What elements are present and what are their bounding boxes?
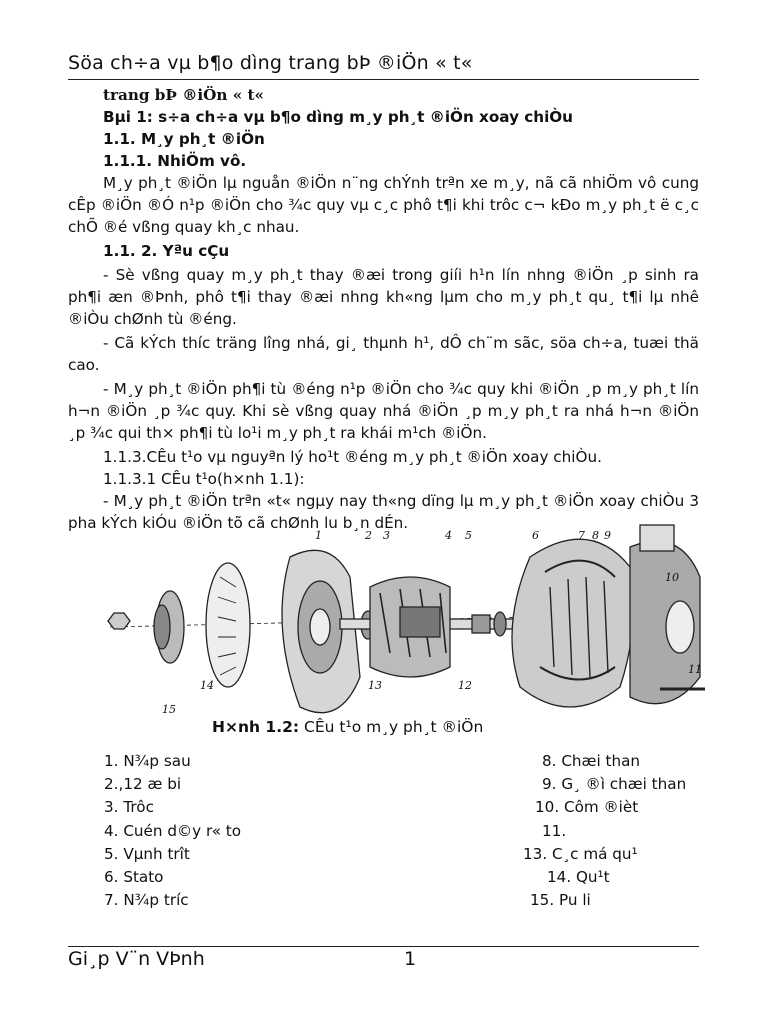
list-item: 2.,12 æ bi — [104, 775, 182, 794]
structure-paragraph: - M¸y ph¸t ®iÖn trªn «t« ngµy nay th«ng dïng lµ m¸y ph¸t ®iÖn xoay chiÒu 3 pha kÝch kiÓu ®iÖn tõ cã chØnh lu b¸n dÉn. — [68, 492, 699, 532]
callout-12: 12 — [458, 679, 472, 692]
callout-2: 2 — [365, 529, 372, 542]
page-number: 1 — [404, 948, 417, 970]
callout-10: 10 — [665, 571, 679, 584]
callout-9: 9 — [604, 529, 611, 542]
figure-caption — [212, 718, 483, 736]
requirement-2: - Cã kÝch thíc träng lîng nhá, gi¸ thµnh h¹, dÔ ch¨m sãc, söa ch÷a, tuæi thä cao. — [68, 334, 699, 374]
list-item: 9. G¸ ®ì chæi than — [542, 775, 687, 794]
list-item: 13. C¸c má qu¹ — [523, 844, 638, 863]
parts-list-right — [520, 750, 686, 912]
callout-6: 6 — [532, 529, 539, 542]
figure-caption-text: CÊu t¹o m¸y ph¸t ®iÖn — [304, 718, 484, 736]
section-1-1-3-heading: 1.1.3.CÊu t¹o vµ nguyªn lý ho¹t ®éng m¸y ph¸t ®iÖn xoay chiÒu. — [103, 448, 602, 466]
list-item: 10. Côm ®ièt — [535, 798, 639, 817]
footer-author: Gi¸p V¨n VÞnh — [68, 948, 205, 970]
list-item: 14. Qu¹t — [547, 868, 610, 887]
list-item: 5. Vµnh trît — [104, 844, 190, 863]
callout-3: 3 — [383, 529, 390, 542]
callout-4: 4 — [445, 529, 452, 542]
callout-15: 15 — [162, 703, 176, 716]
list-item: 4. Cuén d©y r« to — [104, 821, 242, 840]
section-1-1-1-heading: 1.1.1. NhiÖm vô. — [103, 152, 247, 170]
callout-11: 11 — [688, 663, 702, 676]
alternator-exploded-diagram — [100, 517, 708, 735]
requirement-1: - Sè vßng quay m¸y ph¸t thay ®æi trong giíi h¹n lín nhng ®iÖn ¸p sinh ra ph¶i æn ®Þnh, phô t¶i thay ®æi nhng kh«ng lµm cho m¸y ph¸t qu¸ t¶i lµ nhê ®iÒu chØnh tù ®éng. — [68, 266, 699, 328]
requirement-3: - M¸y ph¸t ®iÖn ph¶i tù ®éng n¹p ®iÖn cho ¾c quy khi ®iÖn ¸p m¸y ph¸t lín h¬n ®iÖn ¸p ¾c quy. Khi sè vßng quay nhá ®iÖn ¸p m¸y ph¸t ra nhá h¬n ®iÖn ¸p ¾c qui th× ph¶i tù lo¹i m¸y ph¸t ra khái m¹ch ®iÖn. — [68, 380, 699, 442]
section-1-1-2-heading: 1.1. 2. Yªu cÇu — [103, 242, 230, 260]
figure-caption-label: H×nh 1.2: — [212, 718, 300, 736]
list-item: 11. — [542, 821, 567, 840]
callout-7: 7 — [578, 529, 585, 542]
section-1-1-3-1-heading: 1.1.3.1 CÊu t¹o(h×nh 1.1): — [103, 470, 305, 488]
list-item: 8. Chæi than — [542, 752, 641, 770]
list-item: 7. N¾p tríc — [104, 891, 189, 910]
callout-13: 13 — [368, 679, 382, 692]
list-item: 6. Stato — [104, 868, 164, 887]
subject-heading: trang bÞ ®iÖn « t« — [103, 86, 265, 104]
callout-5: 5 — [465, 529, 472, 542]
document-body — [68, 84, 699, 534]
header-rule — [68, 79, 699, 80]
list-item: 3. Trôc — [104, 798, 154, 817]
running-header: Söa ch÷a vµ b¶o dìng trang bÞ ®iÖn « t« — [68, 52, 473, 74]
callout-1: 1 — [315, 529, 322, 542]
footer-rule — [68, 946, 699, 947]
parts-list-left — [104, 750, 241, 912]
section-1-1-heading: 1.1. M¸y ph¸t ®iÖn — [103, 130, 265, 148]
lesson-heading: Bµi 1: s÷a ch÷a vµ b¶o dìng m¸y ph¸t ®iÖn xoay chiÒu — [103, 108, 573, 126]
callout-8: 8 — [592, 529, 599, 542]
list-item: 15. Pu li — [530, 891, 591, 910]
list-item: 1. N¾p sau — [104, 752, 191, 770]
task-paragraph: M¸y ph¸t ®iÖn lµ nguån ®iÖn n¨ng chÝnh trªn xe m¸y, nã cã nhiÖm vô cung cÊp ®iÖn ®Ó n¹p ®iÖn cho ¾c quy vµ c¸c phô t¶i khi trôc c¬ kÐo m¸y ph¸t ë c¸c chÕ ®é vßng quay kh¸c nhau. — [68, 174, 699, 236]
callout-14: 14 — [200, 679, 214, 692]
